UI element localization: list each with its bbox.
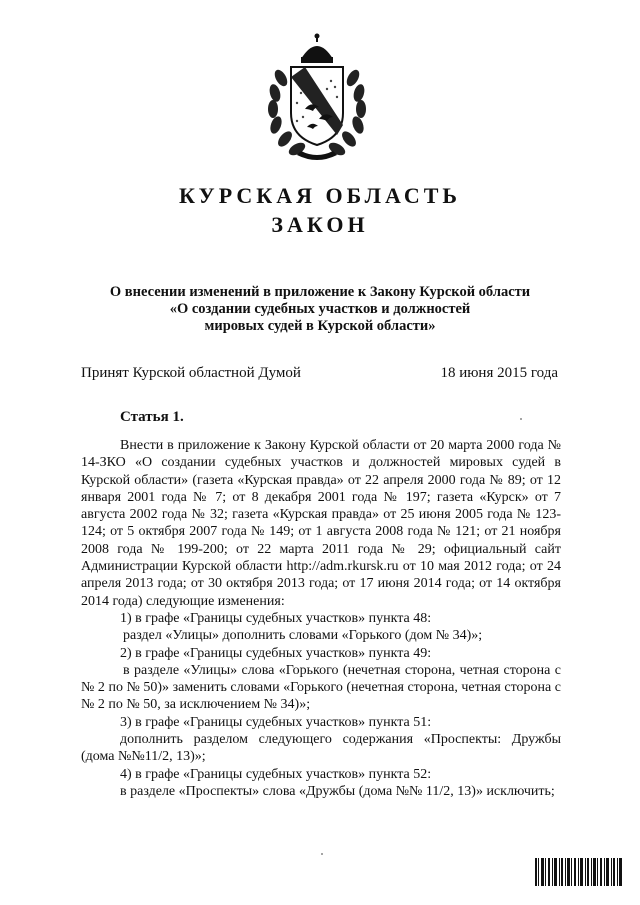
law-title [80,284,560,335]
adoption-date: 18 июня 2015 года [440,365,558,381]
barcode-icon [535,858,623,886]
article-heading: Статья 1. [120,409,184,425]
document-type-heading: ЗАКОН [271,212,369,237]
article-body [81,437,561,800]
amendment-item: 3) в графе «Границы судебных участков» пункта 51: [120,714,432,730]
amendment-item: 4) в графе «Границы судебных участков» пункта 52: [120,766,432,782]
amendment-item: раздел «Улицы» дополнить словами «Горького (дом № 34)»; [123,628,483,644]
region-heading: КУРСКАЯ ОБЛАСТЬ [179,183,461,208]
amendment-item: 1) в графе «Границы судебных участков» пункта 48: [120,610,432,626]
scan-speck [520,418,522,420]
coat-of-arms-icon [261,33,373,163]
amendment-item: в разделе «Улицы» слова «Горького (нечетная сторона, четная сторона с № 2 по № 50)» заменить словами «Горького (нечетная сторона, четная сторона с № 2 по № 50, за исключением № 34)»; [81,662,561,713]
adopted-by: Принят Курской областной Думой [81,365,301,381]
scan-speck [321,853,323,855]
article-intro-paragraph: Внести в приложение к Закону Курской области от 20 марта 2000 года № 14-ЗКО «О создании судебных участков и должностей мировых судей в Курской области» (газета «Курская правда» от 22 апреля 2000 года № 89; от 12 января 2001 года № 7; от 8 декабря 2001 года № 197; газета «Курск» от 7 августа 2002 года № 32; газета «Курская правда» от 25 июня 2005 года № 123-124; от 5 октября 2007 года № 149; от 1 августа 2008 года № 121; от 21 ноября 2008 года № 199-200; от 22 марта 2011 года № 29; официальный сайт Администрации Курской области http://adm.rkursk.ru от 10 мая 2012 года; от 24 апреля 2013 года; от 30 октября 2013 года; от 17 июня 2014 года; от 14 октября 2014 года) следующие изменения: [81,438,561,609]
law-title-line: О внесении изменений в приложение к Закону Курской области [109,284,531,300]
amendment-item: 2) в графе «Границы судебных участков» пункта 49: [120,645,432,661]
amendment-item: дополнить разделом следующего содержания «Проспекты: Дружбы (дома №№11/2, 13)»; [81,732,561,765]
amendment-item: в разделе «Проспекты» слова «Дружбы (дома №№ 11/2, 13)» исключить; [120,783,555,799]
law-title-line: мировых судей в Курской области» [204,318,436,334]
law-title-line: «О создании судебных участков и должностей [169,301,471,317]
